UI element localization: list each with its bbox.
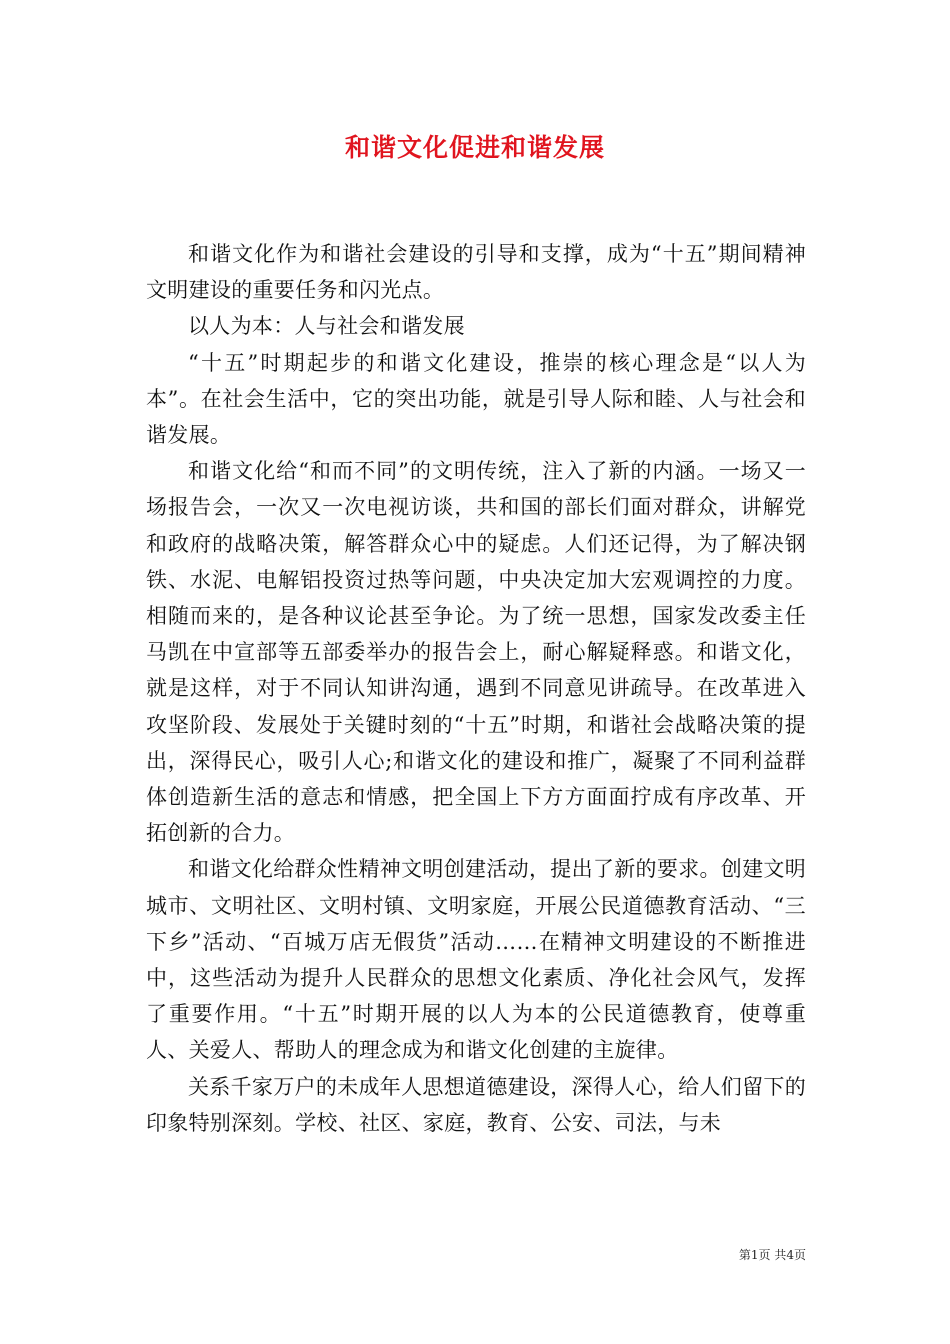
section-heading: 以人为本：人与社会和谐发展	[188, 314, 465, 339]
document-title: 和谐文化促进和谐发展	[344, 133, 605, 162]
paragraph-minors-education: 关系千家万户的未成年人思想道德建设，深得人心，给人们留下的印象特别深刻。学校、社区、家庭，教育、公安、司法，与未	[146, 1074, 806, 1135]
document-body	[146, 236, 806, 1141]
paragraph-intro: 和谐文化作为和谐社会建设的引导和支撑，成为“十五”期间精神文明建设的重要任务和闪光点。	[146, 242, 806, 303]
paragraph-harmony-tradition: 和谐文化给“和而不同”的文明传统，注入了新的内涵。一场又一场报告会，一次又一次电视访谈，共和国的部长们面对群众，讲解党和政府的战略决策，解答群众心中的疑虑。人们还记得，为了解决钢铁、水泥、电解铝投资过热等问题，中央决定加大宏观调控的力度。相随而来的，是各种议论甚至争论。为了统一思想，国家发改委主任马凯在中宣部等五部委举办的报告会上，耐心解疑释惑。和谐文化，就是这样，对于不同认知讲沟通，遇到不同意见讲疏导。在改革进入攻坚阶段、发展处于关键时刻的“十五”时期，和谐社会战略决策的提出，深得民心，吸引人心;和谐文化的建设和推广，凝聚了不同利益群体创造新生活的意志和情感，把全国上下方方面面拧成有序改革、开拓创新的合力。	[146, 459, 806, 846]
page-number-footer: 第1页 共4页	[738, 1248, 806, 1262]
paragraph-civilization-activities: 和谐文化给群众性精神文明创建活动，提出了新的要求。创建文明城市、文明社区、文明村镇、文明家庭，开展公民道德教育活动、“三下乡”活动、“百城万店无假货”活动……在精神文明建设的不断推进中，这些活动为提升人民群众的思想文化素质、净化社会风气，发挥了重要作用。“十五”时期开展的以人为本的公民道德教育，使尊重人、关爱人、帮助人的理念成为和谐文化创建的主旋律。	[146, 857, 806, 1063]
paragraph-core-idea: “十五”时期起步的和谐文化建设，推崇的核心理念是“以人为本”。在社会生活中，它的突出功能，就是引导人际和睦、人与社会和谐发展。	[146, 350, 806, 448]
